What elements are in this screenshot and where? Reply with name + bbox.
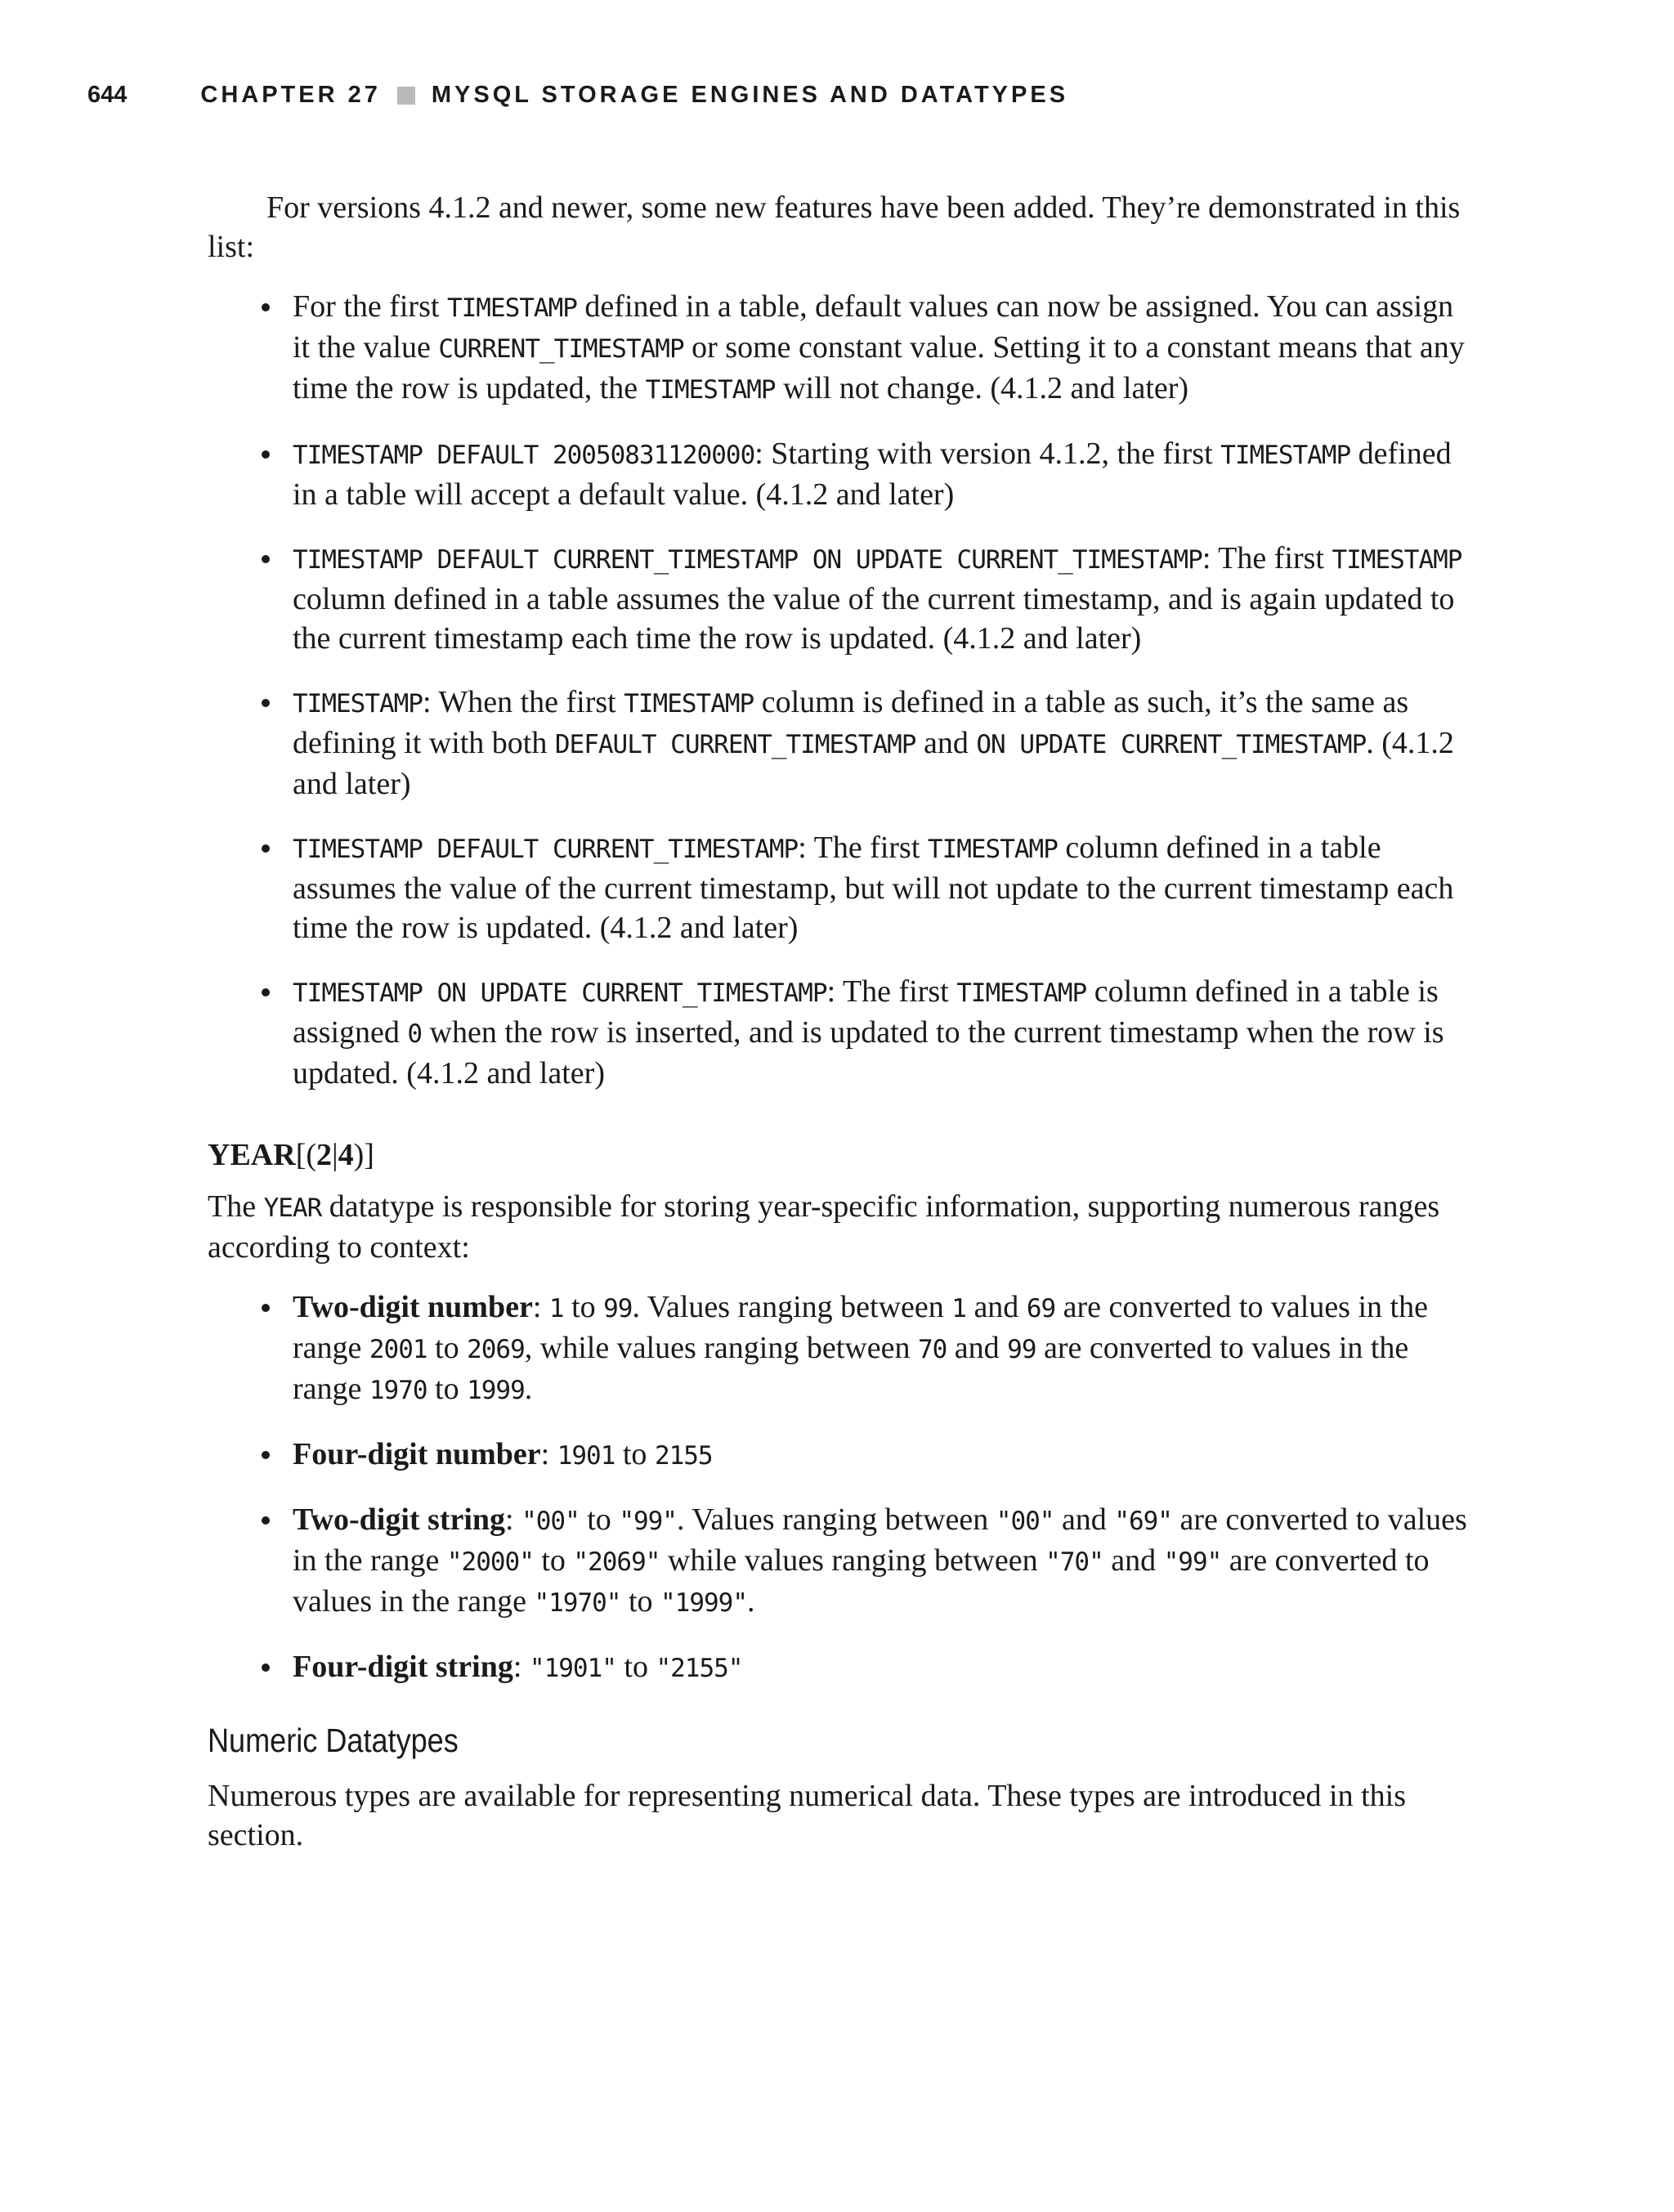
- text-run: . (4.1.2 and later): [293, 726, 1454, 801]
- code-run: "2000": [446, 1547, 534, 1577]
- text-run: . Values ranging between: [632, 1290, 952, 1324]
- text-run: column defined in a table assumes the value of the current timestamp, but will not update to the current timestamp each time the row is updated. (4.1.2 and later): [293, 831, 1454, 945]
- code-run: TIMESTAMP DEFAULT CURRENT_TIMESTAMP ON UPDATE CURRENT_TIMESTAMP: [293, 545, 1202, 575]
- text-run: :: [505, 1502, 522, 1537]
- list-item: [208, 1647, 1470, 1688]
- text-run: to: [533, 1543, 574, 1578]
- range-label: Two-digit number: [293, 1290, 533, 1324]
- code-run: 69: [1026, 1294, 1056, 1323]
- list-item: [208, 828, 1470, 947]
- text-run: to: [427, 1372, 468, 1406]
- code-run: TIMESTAMP: [645, 375, 776, 405]
- text-run: to: [620, 1584, 660, 1619]
- code-run: "2069": [573, 1547, 660, 1577]
- year-description: [208, 1187, 1470, 1267]
- code-run: "1970": [534, 1588, 621, 1618]
- code-run: "69": [1114, 1507, 1172, 1536]
- heading-part: 4: [338, 1138, 354, 1172]
- chapter-label: CHAPTER 27: [200, 82, 381, 108]
- code-run: "99": [619, 1507, 677, 1536]
- text-run: and: [1054, 1502, 1115, 1537]
- text-run: : The first: [1202, 541, 1332, 575]
- code-run: 99: [1007, 1335, 1036, 1364]
- code-run: 1: [951, 1294, 966, 1323]
- code-run: 2001: [369, 1335, 427, 1364]
- intro-paragraph: For versions 4.1.2 and newer, some new features have been added. They’re demonstrated in this list:: [208, 190, 1461, 264]
- text-run: : The first: [826, 974, 957, 1009]
- text-run: .: [524, 1372, 533, 1406]
- code-run: TIMESTAMP: [1220, 441, 1351, 470]
- code-run: 1: [548, 1294, 564, 1323]
- range-label: Four-digit number: [293, 1437, 541, 1471]
- text-run: while values ranging between: [660, 1543, 1046, 1578]
- code-run: ON UPDATE CURRENT_TIMESTAMP: [976, 730, 1367, 759]
- text-run: will not change. (4.1.2 and later): [775, 371, 1189, 405]
- text-run: : The first: [798, 831, 928, 865]
- code-run: "00": [521, 1507, 580, 1536]
- text-run: column defined in a table is assigned: [293, 974, 1439, 1050]
- heading-part: YEAR: [208, 1138, 296, 1172]
- text-run: .: [746, 1584, 755, 1619]
- text-run: :: [540, 1437, 557, 1471]
- text-run: column is defined in a table as such, it’s the same as defining it with both: [293, 685, 1409, 760]
- section-heading: Numeric Datatypes: [208, 1722, 459, 1759]
- code-run: "99": [1163, 1547, 1222, 1577]
- code-run: 0: [407, 1019, 423, 1049]
- text-run: , while values ranging between: [524, 1331, 918, 1365]
- list-item: [208, 1287, 1470, 1410]
- text-run: and: [915, 726, 977, 760]
- code-run: TIMESTAMP: [624, 689, 754, 719]
- list-item: [208, 972, 1470, 1093]
- code-run: 99: [603, 1294, 633, 1323]
- code-run: TIMESTAMP: [446, 293, 577, 323]
- text-run: to: [615, 1437, 655, 1471]
- year-heading: [208, 1135, 1470, 1175]
- range-label: Two-digit string: [293, 1502, 506, 1537]
- list-item: [208, 434, 1470, 514]
- chapter-title: MYSQL STORAGE ENGINES AND DATATYPES: [431, 82, 1069, 108]
- text-run: are converted to values in the range: [293, 1543, 1430, 1619]
- code-run: 1901: [557, 1441, 615, 1471]
- text-run: . Values ranging between: [676, 1502, 996, 1537]
- page-body: [208, 188, 1470, 1855]
- page-number: 644: [87, 82, 128, 108]
- code-run: 2069: [467, 1335, 525, 1364]
- code-run: TIMESTAMP DEFAULT CURRENT_TIMESTAMP: [293, 835, 799, 864]
- section-paragraph: Numerous types are available for representing numerical data. These types are introduced in this section.: [208, 1779, 1406, 1852]
- text-run: and: [1103, 1543, 1164, 1578]
- code-run: TIMESTAMP: [927, 835, 1058, 864]
- code-run: 1970: [369, 1376, 427, 1405]
- text-run: to: [427, 1331, 468, 1365]
- list-item: [208, 683, 1470, 804]
- code-run: TIMESTAMP DEFAULT 20050831120000: [293, 441, 755, 470]
- code-run: TIMESTAMP: [293, 689, 423, 719]
- text-run: : Starting with version 4.1.2, the first: [754, 437, 1221, 471]
- text-run: column defined in a table assumes the value of the current timestamp, and is again updated to the current timestamp each time the row is updated. (4.1.2 and later): [293, 582, 1455, 656]
- code-run: TIMESTAMP: [1332, 545, 1462, 575]
- list-item: [208, 539, 1470, 658]
- code-run: "1999": [660, 1588, 747, 1618]
- text-run: to: [615, 1650, 656, 1684]
- code-run: "1901": [529, 1654, 616, 1683]
- code-run: TIMESTAMP: [956, 978, 1087, 1008]
- code-run: "2155": [656, 1654, 743, 1683]
- text-run: when the row is inserted, and is updated to the current timestamp when the row is updated. (4.1.2 and later): [293, 1015, 1444, 1090]
- list-item: [208, 1435, 1470, 1475]
- code-run: DEFAULT CURRENT_TIMESTAMP: [554, 730, 916, 759]
- running-head: [87, 82, 1068, 109]
- text-run: to: [563, 1290, 604, 1324]
- range-label: Four-digit string: [293, 1650, 513, 1684]
- code-run: "00": [996, 1507, 1054, 1536]
- text-run: For the first: [293, 289, 447, 324]
- code-run: 70: [917, 1335, 947, 1364]
- header-square-icon: [397, 87, 415, 105]
- code-run: YEAR: [263, 1193, 322, 1223]
- text-run: are converted to values in the range: [293, 1331, 1409, 1406]
- code-run: 2155: [654, 1441, 713, 1471]
- code-run: 1999: [467, 1376, 525, 1405]
- heading-part: 2: [316, 1138, 332, 1172]
- text-run: datatype is responsible for storing year-specific information, supporting numerous ranges according to context:: [208, 1189, 1440, 1265]
- code-run: "70": [1045, 1547, 1103, 1577]
- text-run: or some constant value. Setting it to a constant means that any time the row is updated, the: [293, 330, 1465, 405]
- code-run: CURRENT_TIMESTAMP: [438, 334, 684, 364]
- text-run: and: [965, 1290, 1027, 1324]
- text-run: and: [947, 1331, 1008, 1365]
- text-run: defined in a table will accept a default value. (4.1.2 and later): [293, 437, 1452, 512]
- code-run: TIMESTAMP ON UPDATE CURRENT_TIMESTAMP: [293, 978, 827, 1008]
- heading-part: [(: [295, 1138, 316, 1172]
- heading-part: )]: [353, 1138, 374, 1172]
- text-run: defined in a table, default values can now be assigned. You can assign it the value: [293, 289, 1454, 365]
- list-item: [208, 1500, 1470, 1623]
- text-run: are converted to values in the range: [293, 1502, 1467, 1578]
- timestamp-feature-list: [208, 287, 1470, 1093]
- text-run: :: [532, 1290, 549, 1324]
- list-item: [208, 287, 1470, 410]
- text-run: to: [579, 1502, 620, 1537]
- text-run: The: [208, 1189, 264, 1224]
- text-run: : When the first: [422, 685, 624, 719]
- text-run: :: [512, 1650, 530, 1684]
- text-run: are converted to values in the range: [293, 1290, 1428, 1365]
- heading-part: |: [332, 1138, 338, 1172]
- year-range-list: [208, 1287, 1470, 1688]
